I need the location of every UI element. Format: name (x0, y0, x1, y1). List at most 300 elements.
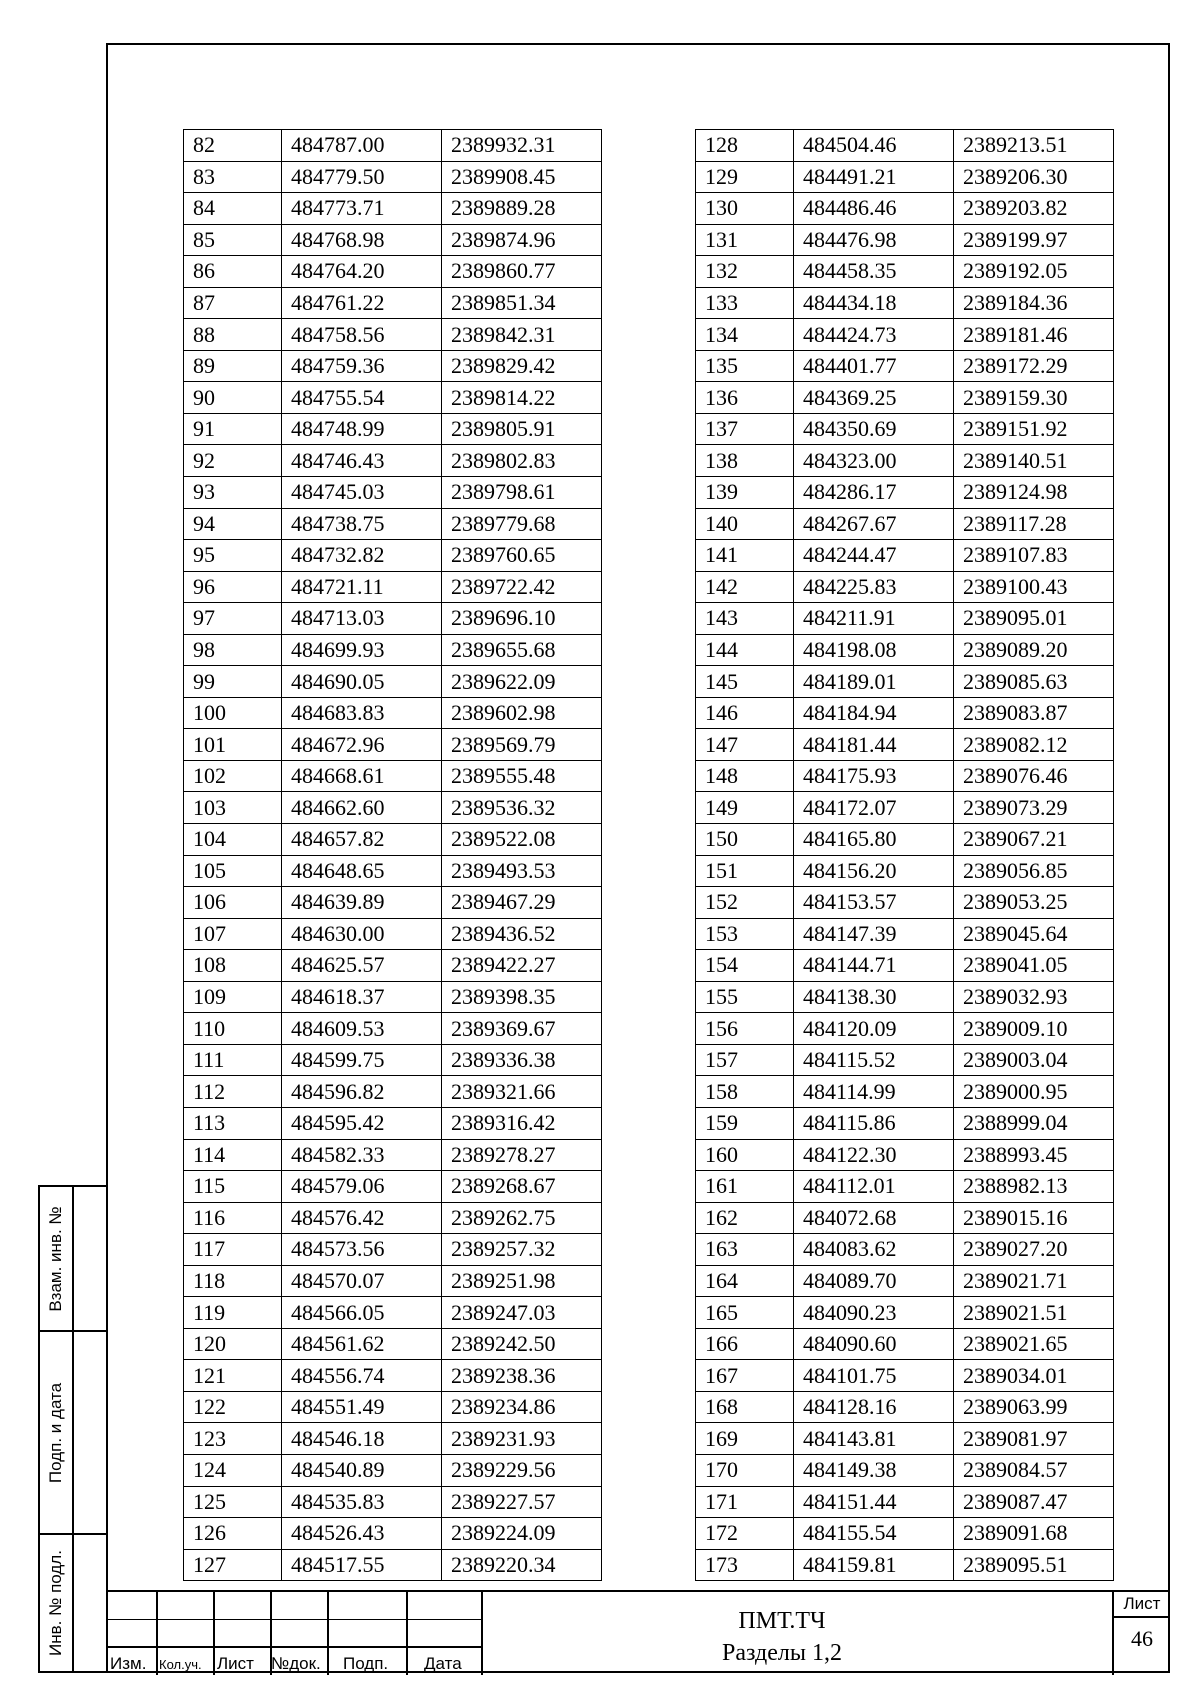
point-number: 163 (696, 1234, 794, 1266)
point-number: 111 (184, 1044, 282, 1076)
coordinate-y: 2389655.68 (442, 634, 602, 666)
coordinate-y: 2389278.27 (442, 1139, 602, 1171)
coordinate-x: 484732.82 (282, 540, 442, 572)
coordinate-x: 484758.56 (282, 319, 442, 351)
coordinate-y: 2389021.71 (954, 1265, 1114, 1297)
coordinate-y: 2389053.25 (954, 887, 1114, 919)
point-number: 171 (696, 1486, 794, 1518)
coordinate-x: 484599.75 (282, 1044, 442, 1076)
coordinate-y: 2389081.97 (954, 1423, 1114, 1455)
coordinate-y: 2389493.53 (442, 855, 602, 887)
coordinate-y: 2389251.98 (442, 1265, 602, 1297)
coordinate-y: 2388982.13 (954, 1171, 1114, 1203)
table-row (184, 477, 602, 509)
table-row (184, 1044, 602, 1076)
table-row (696, 1518, 1114, 1550)
point-number: 157 (696, 1044, 794, 1076)
coordinate-y: 2389041.05 (954, 950, 1114, 982)
table-row (696, 1328, 1114, 1360)
point-number: 150 (696, 824, 794, 856)
point-number: 130 (696, 193, 794, 225)
table-row (184, 445, 602, 477)
coordinate-y: 2389034.01 (954, 1360, 1114, 1392)
point-number: 127 (184, 1549, 282, 1581)
point-number: 134 (696, 319, 794, 351)
coordinate-y: 2389117.28 (954, 508, 1114, 540)
coordinate-y: 2389860.77 (442, 256, 602, 288)
table-row (696, 1202, 1114, 1234)
col-label-izm: Изм. (110, 1654, 147, 1673)
coordinate-y: 2389242.50 (442, 1328, 602, 1360)
point-number: 164 (696, 1265, 794, 1297)
table-row (184, 382, 602, 414)
table-row (696, 1549, 1114, 1581)
sheet-box (1112, 1592, 1170, 1675)
coordinate-y: 2389083.87 (954, 697, 1114, 729)
col-label-data: Дата (424, 1654, 462, 1673)
table-row (184, 1549, 602, 1581)
point-number: 122 (184, 1391, 282, 1423)
point-number: 92 (184, 445, 282, 477)
coordinate-x: 484526.43 (282, 1518, 442, 1550)
stamp-replacement-inventory (38, 1185, 106, 1332)
coordinate-y: 2389622.09 (442, 666, 602, 698)
table-row (696, 382, 1114, 414)
coordinate-y: 2389321.66 (442, 1076, 602, 1108)
point-number: 114 (184, 1139, 282, 1171)
coordinate-y: 2389569.79 (442, 729, 602, 761)
coordinate-y: 2388999.04 (954, 1107, 1114, 1139)
point-number: 126 (184, 1518, 282, 1550)
table-row (696, 477, 1114, 509)
point-number: 136 (696, 382, 794, 414)
coordinate-y: 2389268.67 (442, 1171, 602, 1203)
document-code: ПМТ.ТЧ (738, 1608, 826, 1634)
coordinate-x: 484115.86 (794, 1107, 954, 1139)
coordinate-y: 2389522.08 (442, 824, 602, 856)
coordinate-y: 2389100.43 (954, 571, 1114, 603)
point-number: 101 (184, 729, 282, 761)
table-row (184, 981, 602, 1013)
table-row (696, 445, 1114, 477)
coordinate-y: 2389696.10 (442, 603, 602, 635)
coordinate-y: 2389814.22 (442, 382, 602, 414)
coordinate-y: 2389262.75 (442, 1202, 602, 1234)
coordinate-y: 2389140.51 (954, 445, 1114, 477)
table-row (696, 918, 1114, 950)
coordinate-y: 2389467.29 (442, 887, 602, 919)
point-number: 89 (184, 350, 282, 382)
table-row (184, 1076, 602, 1108)
table-row (184, 792, 602, 824)
coordinate-y: 2389199.97 (954, 224, 1114, 256)
coordinate-x: 484535.83 (282, 1486, 442, 1518)
stamp-label-inv: Инв. № подл. (46, 1550, 65, 1656)
point-number: 168 (696, 1391, 794, 1423)
coordinate-x: 484172.07 (794, 792, 954, 824)
sheet-number: 46 (1131, 1626, 1153, 1651)
col-label-kol-uch: Кол.уч. (159, 1657, 202, 1672)
coordinate-x: 484668.61 (282, 760, 442, 792)
point-number: 170 (696, 1454, 794, 1486)
coordinate-y: 2389000.95 (954, 1076, 1114, 1108)
coordinate-y: 2389172.29 (954, 350, 1114, 382)
table-row (184, 950, 602, 982)
coordinate-x: 484551.49 (282, 1391, 442, 1423)
point-number: 93 (184, 477, 282, 509)
stamp-label-podp: Подп. и дата (46, 1382, 65, 1483)
table-row (184, 1297, 602, 1329)
point-number: 97 (184, 603, 282, 635)
coordinate-y: 2389369.67 (442, 1013, 602, 1045)
table-row (184, 1202, 602, 1234)
point-number: 115 (184, 1171, 282, 1203)
table-row (696, 256, 1114, 288)
table-row (696, 193, 1114, 225)
point-number: 151 (696, 855, 794, 887)
coordinate-x: 484350.69 (794, 413, 954, 445)
point-number: 147 (696, 729, 794, 761)
coordinate-x: 484147.39 (794, 918, 954, 950)
coordinate-x: 484153.57 (794, 887, 954, 919)
table-row (696, 1297, 1114, 1329)
point-number: 87 (184, 287, 282, 319)
table-row (184, 319, 602, 351)
point-number: 85 (184, 224, 282, 256)
coordinate-x: 484323.00 (794, 445, 954, 477)
coordinate-x: 484690.05 (282, 666, 442, 698)
table-row (184, 1454, 602, 1486)
point-number: 119 (184, 1297, 282, 1329)
coordinate-y: 2389842.31 (442, 319, 602, 351)
coordinate-y: 2389159.30 (954, 382, 1114, 414)
point-number: 118 (184, 1265, 282, 1297)
point-number: 173 (696, 1549, 794, 1581)
coordinate-x: 484662.60 (282, 792, 442, 824)
table-row (184, 887, 602, 919)
table-row (184, 666, 602, 698)
coordinate-x: 484122.30 (794, 1139, 954, 1171)
coordinate-x: 484648.65 (282, 855, 442, 887)
point-number: 152 (696, 887, 794, 919)
point-number: 112 (184, 1076, 282, 1108)
title-block-row-line (106, 1619, 481, 1620)
coordinate-y: 2389091.68 (954, 1518, 1114, 1550)
point-number: 145 (696, 666, 794, 698)
coordinate-x: 484090.60 (794, 1328, 954, 1360)
coordinate-x: 484759.36 (282, 350, 442, 382)
coordinate-x: 484657.82 (282, 824, 442, 856)
point-number: 109 (184, 981, 282, 1013)
table-row (696, 1454, 1114, 1486)
title-block-row-line (106, 1646, 481, 1648)
table-row (184, 1518, 602, 1550)
coordinate-y: 2389124.98 (954, 477, 1114, 509)
coordinate-x: 484225.83 (794, 571, 954, 603)
coordinates-table-right (695, 129, 1114, 1581)
point-number: 133 (696, 287, 794, 319)
coordinate-y: 2389829.42 (442, 350, 602, 382)
coordinate-x: 484570.07 (282, 1265, 442, 1297)
coordinate-y: 2389151.92 (954, 413, 1114, 445)
table-row (184, 855, 602, 887)
point-number: 98 (184, 634, 282, 666)
point-number: 110 (184, 1013, 282, 1045)
coordinate-y: 2389874.96 (442, 224, 602, 256)
coordinates-table-left (183, 129, 602, 1581)
coordinate-x: 484556.74 (282, 1360, 442, 1392)
point-number: 162 (696, 1202, 794, 1234)
table-row (184, 1171, 602, 1203)
coordinate-x: 484072.68 (794, 1202, 954, 1234)
coordinate-x: 484090.23 (794, 1297, 954, 1329)
coordinate-x: 484596.82 (282, 1076, 442, 1108)
coordinate-x: 484755.54 (282, 382, 442, 414)
coordinate-y: 2389203.82 (954, 193, 1114, 225)
coordinate-x: 484579.06 (282, 1171, 442, 1203)
table-row (696, 603, 1114, 635)
coordinate-x: 484184.94 (794, 697, 954, 729)
coordinate-x: 484112.01 (794, 1171, 954, 1203)
coordinate-x: 484286.17 (794, 477, 954, 509)
table-row (184, 918, 602, 950)
table-row (696, 1265, 1114, 1297)
coordinate-x: 484761.22 (282, 287, 442, 319)
coordinate-x: 484713.03 (282, 603, 442, 635)
table-row (184, 1486, 602, 1518)
coordinate-x: 484609.53 (282, 1013, 442, 1045)
coordinate-y: 2389802.83 (442, 445, 602, 477)
coordinate-y: 2389602.98 (442, 697, 602, 729)
table-row (184, 540, 602, 572)
point-number: 131 (696, 224, 794, 256)
title-block-col-line (327, 1592, 329, 1675)
point-number: 102 (184, 760, 282, 792)
coordinate-x: 484768.98 (282, 224, 442, 256)
coordinate-x: 484787.00 (282, 130, 442, 162)
coordinate-x: 484746.43 (282, 445, 442, 477)
table-row (184, 1423, 602, 1455)
point-number: 117 (184, 1234, 282, 1266)
coordinate-x: 484369.25 (794, 382, 954, 414)
coordinate-y: 2389316.42 (442, 1107, 602, 1139)
coordinate-y: 2389067.21 (954, 824, 1114, 856)
point-number: 107 (184, 918, 282, 950)
coordinate-x: 484721.11 (282, 571, 442, 603)
point-number: 123 (184, 1423, 282, 1455)
coordinate-y: 2389908.45 (442, 161, 602, 193)
coordinate-y: 2389889.28 (442, 193, 602, 225)
coordinate-x: 484582.33 (282, 1139, 442, 1171)
point-number: 141 (696, 540, 794, 572)
point-number: 121 (184, 1360, 282, 1392)
coordinate-y: 2389027.20 (954, 1234, 1114, 1266)
coordinate-y: 2389805.91 (442, 413, 602, 445)
coordinate-x: 484155.54 (794, 1518, 954, 1550)
point-number: 135 (696, 350, 794, 382)
point-number: 82 (184, 130, 282, 162)
coordinate-y: 2389436.52 (442, 918, 602, 950)
coordinate-y: 2389722.42 (442, 571, 602, 603)
table-row (184, 508, 602, 540)
point-number: 142 (696, 571, 794, 603)
coordinate-x: 484672.96 (282, 729, 442, 761)
stamp-label-vzam: Взам. инв. № (46, 1205, 65, 1312)
coordinate-x: 484576.42 (282, 1202, 442, 1234)
point-number: 113 (184, 1107, 282, 1139)
point-number: 129 (696, 161, 794, 193)
table-row (696, 508, 1114, 540)
point-number: 149 (696, 792, 794, 824)
table-row (696, 950, 1114, 982)
table-row (696, 981, 1114, 1013)
coordinate-x: 484595.42 (282, 1107, 442, 1139)
coordinate-x: 484101.75 (794, 1360, 954, 1392)
coordinate-x: 484401.77 (794, 350, 954, 382)
coordinate-x: 484181.44 (794, 729, 954, 761)
col-label-list: Лист (217, 1654, 254, 1673)
point-number: 161 (696, 1171, 794, 1203)
coordinate-y: 2389760.65 (442, 540, 602, 572)
point-number: 116 (184, 1202, 282, 1234)
table-row (184, 1360, 602, 1392)
point-number: 104 (184, 824, 282, 856)
coordinate-x: 484434.18 (794, 287, 954, 319)
document-title: Разделы 1,2 (721, 1640, 842, 1666)
table-row (696, 697, 1114, 729)
coordinate-y: 2388993.45 (954, 1139, 1114, 1171)
coordinate-x: 484630.00 (282, 918, 442, 950)
point-number: 96 (184, 571, 282, 603)
coordinate-x: 484115.52 (794, 1044, 954, 1076)
col-label-podp: Подп. (343, 1654, 389, 1673)
table-row (184, 287, 602, 319)
table-row (184, 350, 602, 382)
point-number: 99 (184, 666, 282, 698)
table-row (696, 1391, 1114, 1423)
coordinate-y: 2389238.36 (442, 1360, 602, 1392)
point-number: 91 (184, 413, 282, 445)
table-row (184, 729, 602, 761)
coordinate-y: 2389213.51 (954, 130, 1114, 162)
table-row (696, 1423, 1114, 1455)
coordinate-x: 484138.30 (794, 981, 954, 1013)
coordinate-y: 2389247.03 (442, 1297, 602, 1329)
coordinate-y: 2389229.56 (442, 1454, 602, 1486)
table-row (184, 1391, 602, 1423)
coordinate-x: 484083.62 (794, 1234, 954, 1266)
point-number: 103 (184, 792, 282, 824)
coordinate-y: 2389095.01 (954, 603, 1114, 635)
coordinate-y: 2389422.27 (442, 950, 602, 982)
table-row (184, 130, 602, 162)
point-number: 108 (184, 950, 282, 982)
point-number: 154 (696, 950, 794, 982)
stamp-signature-date (38, 1330, 106, 1535)
point-number: 165 (696, 1297, 794, 1329)
table-row (696, 1076, 1114, 1108)
point-number: 143 (696, 603, 794, 635)
coordinate-y: 2389398.35 (442, 981, 602, 1013)
coordinate-x: 484114.99 (794, 1076, 954, 1108)
table-row (184, 193, 602, 225)
table-row (184, 256, 602, 288)
table-row (696, 1139, 1114, 1171)
table-row (696, 161, 1114, 193)
point-number: 125 (184, 1486, 282, 1518)
point-number: 90 (184, 382, 282, 414)
title-block (106, 1590, 1170, 1673)
point-number: 124 (184, 1454, 282, 1486)
table-row (696, 1360, 1114, 1392)
table-row (696, 1171, 1114, 1203)
point-number: 100 (184, 697, 282, 729)
coordinate-y: 2389073.29 (954, 792, 1114, 824)
point-number: 155 (696, 981, 794, 1013)
coordinate-y: 2389063.99 (954, 1391, 1114, 1423)
coordinate-x: 484561.62 (282, 1328, 442, 1360)
coordinate-y: 2389227.57 (442, 1486, 602, 1518)
coordinate-y: 2389009.10 (954, 1013, 1114, 1045)
coordinate-y: 2389192.05 (954, 256, 1114, 288)
table-row (184, 224, 602, 256)
point-number: 158 (696, 1076, 794, 1108)
coordinate-y: 2389087.47 (954, 1486, 1114, 1518)
coordinate-y: 2389536.32 (442, 792, 602, 824)
point-number: 169 (696, 1423, 794, 1455)
coordinate-x: 484211.91 (794, 603, 954, 635)
table-row (184, 697, 602, 729)
coordinate-x: 484779.50 (282, 161, 442, 193)
coordinate-x: 484738.75 (282, 508, 442, 540)
coordinate-y: 2389021.65 (954, 1328, 1114, 1360)
table-row (696, 1044, 1114, 1076)
table-row (696, 855, 1114, 887)
coordinate-x: 484175.93 (794, 760, 954, 792)
coordinate-x: 484143.81 (794, 1423, 954, 1455)
table-row (184, 1234, 602, 1266)
point-number: 88 (184, 319, 282, 351)
coordinate-y: 2389555.48 (442, 760, 602, 792)
col-label-ndok: №док. (271, 1654, 321, 1673)
coordinate-x: 484267.67 (794, 508, 954, 540)
coordinate-y: 2389257.32 (442, 1234, 602, 1266)
table-row (696, 540, 1114, 572)
coordinate-y: 2389032.93 (954, 981, 1114, 1013)
coordinate-x: 484120.09 (794, 1013, 954, 1045)
coordinate-y: 2389085.63 (954, 666, 1114, 698)
coordinate-x: 484159.81 (794, 1549, 954, 1581)
coordinate-x: 484144.71 (794, 950, 954, 982)
coordinate-x: 484458.35 (794, 256, 954, 288)
coordinate-x: 484573.56 (282, 1234, 442, 1266)
table-row (696, 319, 1114, 351)
table-row (696, 1486, 1114, 1518)
title-block-col-line (406, 1592, 408, 1675)
coordinate-y: 2389045.64 (954, 918, 1114, 950)
stamp-original-inventory (38, 1533, 106, 1673)
table-row (184, 1265, 602, 1297)
coordinate-x: 484486.46 (794, 193, 954, 225)
point-number: 144 (696, 634, 794, 666)
coordinate-x: 484566.05 (282, 1297, 442, 1329)
table-row (184, 413, 602, 445)
coordinate-y: 2389224.09 (442, 1518, 602, 1550)
coordinate-x: 484491.21 (794, 161, 954, 193)
point-number: 159 (696, 1107, 794, 1139)
coordinate-y: 2389851.34 (442, 287, 602, 319)
point-number: 83 (184, 161, 282, 193)
